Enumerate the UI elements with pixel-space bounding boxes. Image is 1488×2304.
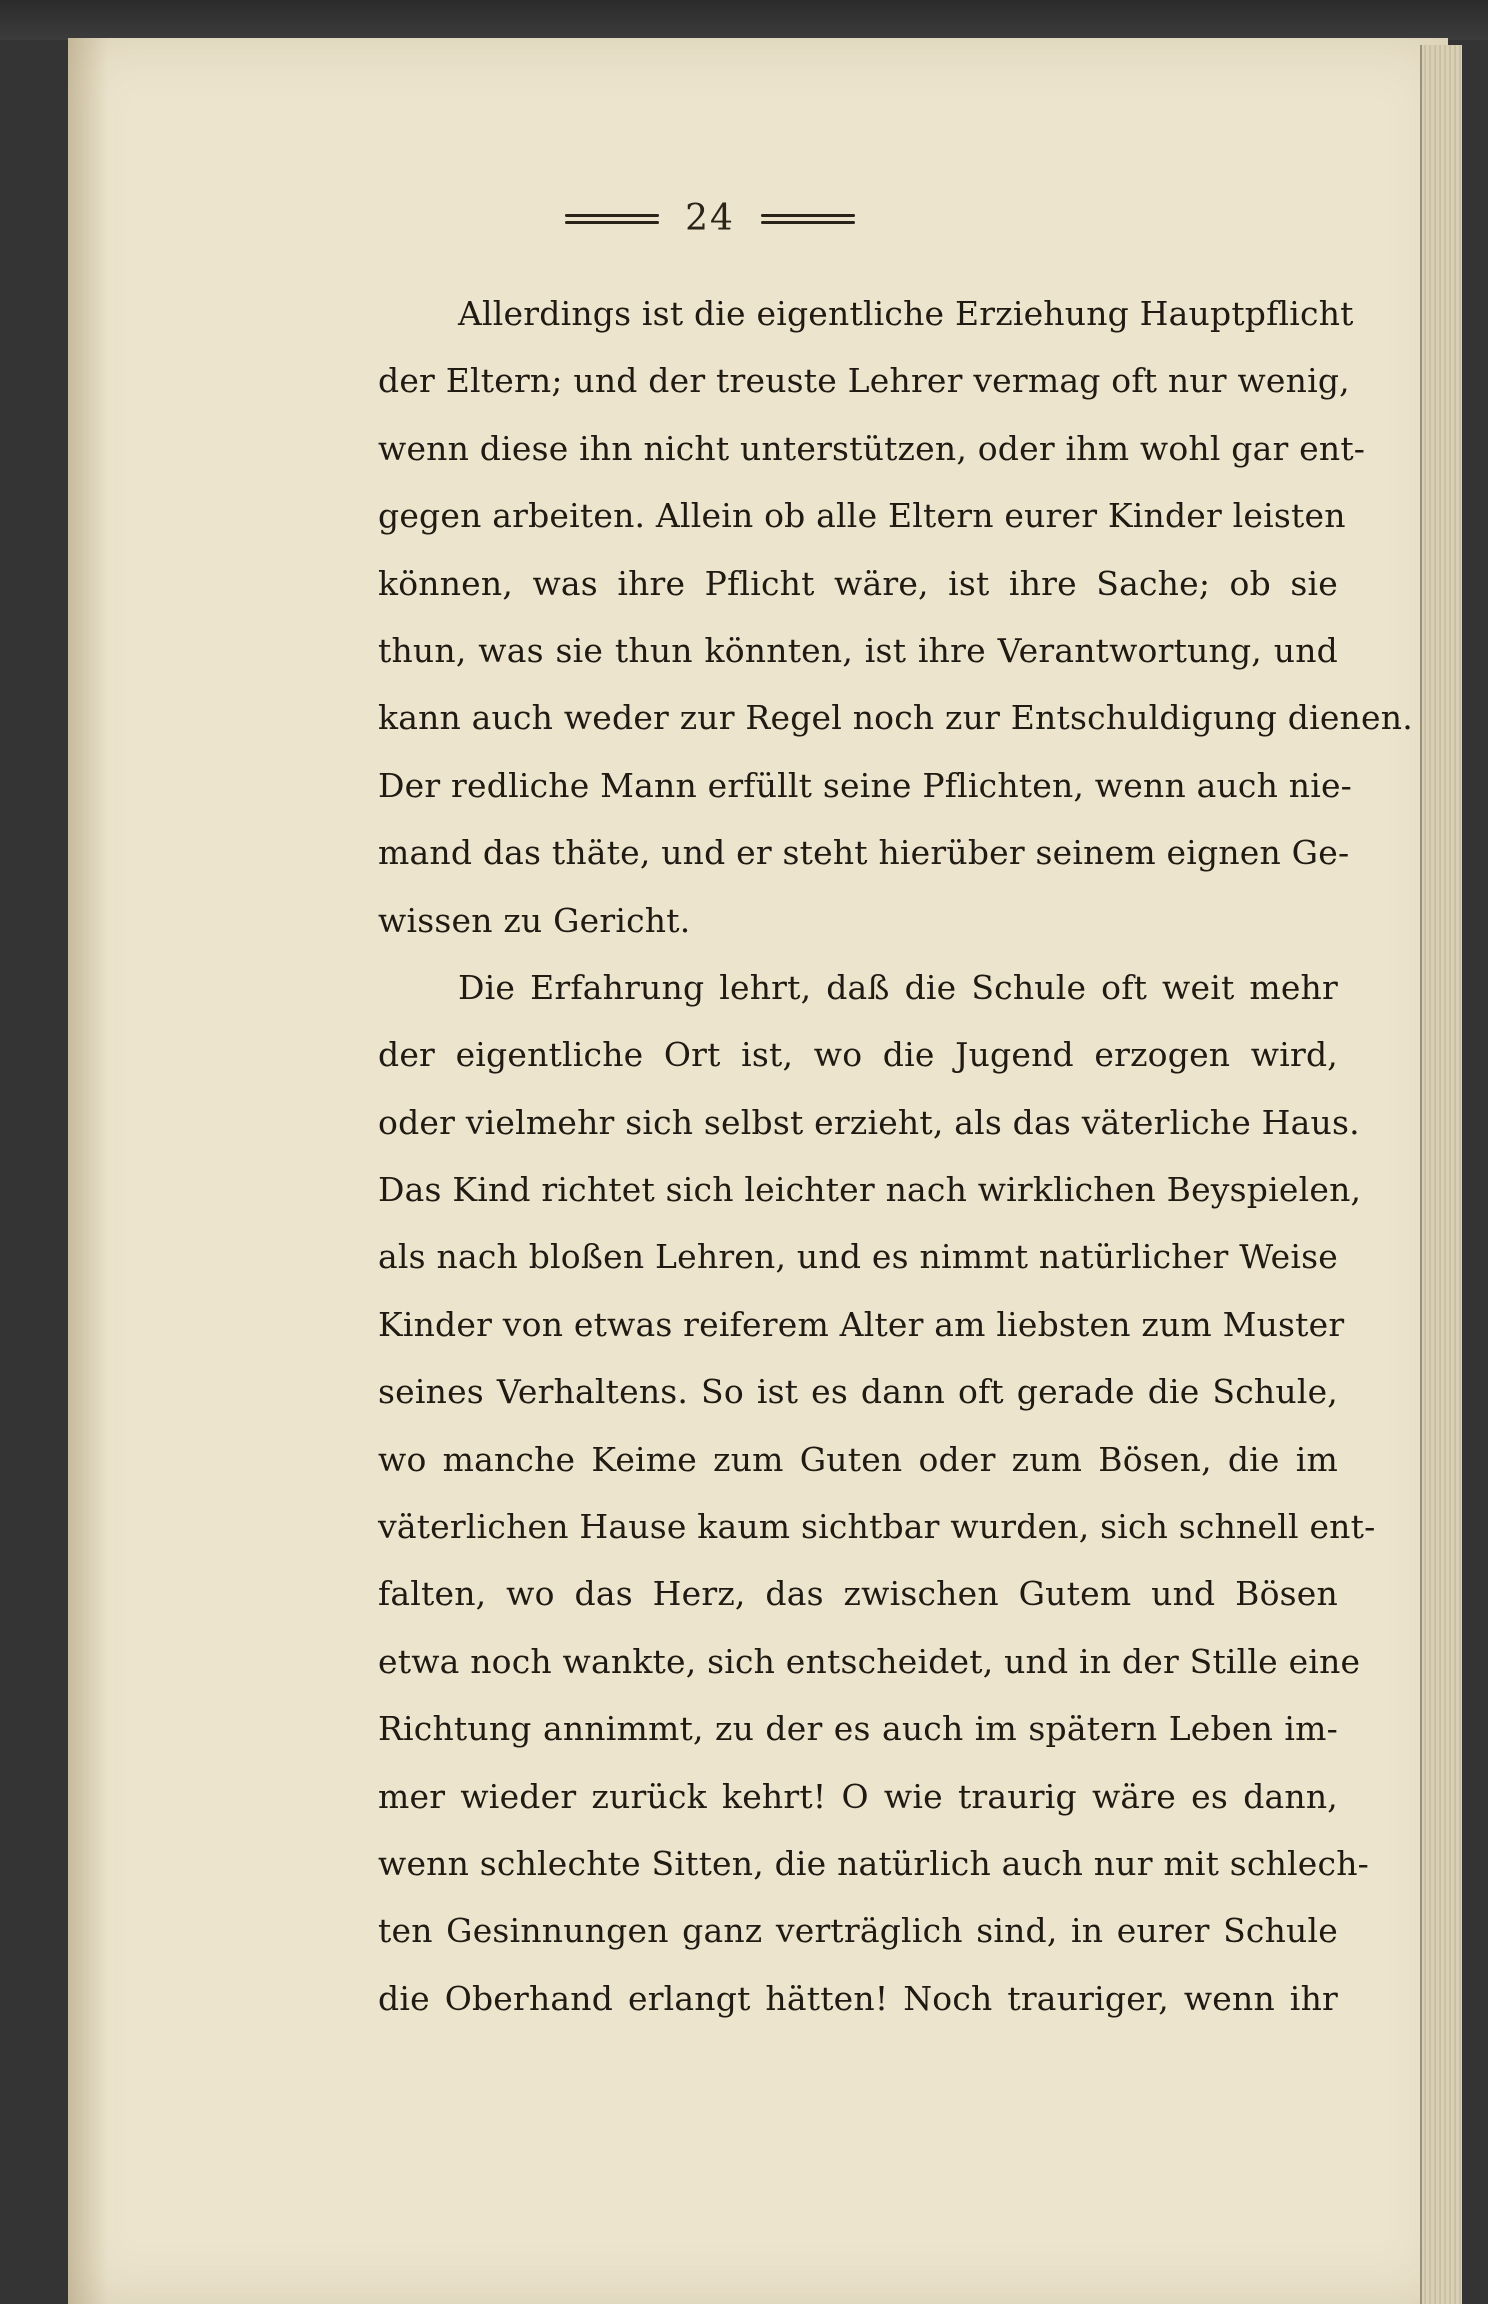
text-line: wissen zu Gericht. <box>378 900 691 940</box>
text-line: mand das thäte, und er steht hierüber seinem eignen Ge- <box>378 833 1350 873</box>
text-line: oder vielmehr sich selbst erzieht, als das väterliche Haus. <box>378 1102 1360 1142</box>
text-line: seines Verhaltens. So ist es dann oft gerade die Schule, <box>378 1372 1338 1412</box>
text-line: thun, was sie thun könnten, ist ihre Verantwortung, und <box>378 630 1338 670</box>
text-line: Richtung annimmt, zu der es auch im spätern Leben im- <box>378 1709 1338 1749</box>
text-line: können, was ihre Pflicht wäre, ist ihre Sache; ob sie <box>378 563 1338 603</box>
gutter-shadow <box>68 38 108 2304</box>
paragraph-1 <box>378 280 1413 954</box>
text-line: wenn schlechte Sitten, die natürlich auch nur mit schlech- <box>378 1843 1369 1883</box>
text-line: gegen arbeiten. Allein ob alle Eltern eurer Kinder leisten <box>378 496 1346 536</box>
page-edge-stack <box>1420 45 1462 2304</box>
text-line: falten, wo das Herz, das zwischen Gutem und Bösen <box>378 1574 1338 1614</box>
text-line: Die Erfahrung lehrt, daß die Schule oft weit mehr <box>458 967 1338 1007</box>
text-line: der eigentliche Ort ist, wo die Jugend erzogen wird, <box>378 1035 1338 1075</box>
text-line: als nach bloßen Lehren, und es nimmt natürlicher Weise <box>378 1237 1338 1277</box>
text-line: der Eltern; und der treuste Lehrer vermag oft nur wenig, <box>378 361 1350 401</box>
paragraph-2 <box>378 954 1376 2032</box>
text-line: kann auch weder zur Regel noch zur Entschuldigung dienen. <box>378 698 1413 738</box>
left-ornament-icon <box>557 211 667 227</box>
right-ornament-icon <box>753 211 863 227</box>
body-text <box>378 280 1413 2032</box>
text-line: mer wieder zurück kehrt! O wie traurig wäre es dann, <box>378 1776 1338 1816</box>
text-line: väterlichen Hause kaum sichtbar wurden, sich schnell ent- <box>378 1507 1376 1547</box>
text-line: Das Kind richtet sich leichter nach wirklichen Beyspielen, <box>378 1170 1362 1210</box>
page-header <box>0 198 1420 239</box>
text-line: Allerdings ist die eigentliche Erziehung Hauptpflicht <box>458 294 1354 333</box>
text-line: Der redliche Mann erfüllt seine Pflichten, wenn auch nie- <box>378 765 1353 805</box>
text-line: Kinder von etwas reiferem Alter am liebsten zum Muster <box>378 1304 1345 1344</box>
text-line: etwa noch wankte, sich entscheidet, und in der Stille eine <box>378 1641 1361 1681</box>
text-line: die Oberhand erlangt hätten! Noch trauriger, wenn ihr <box>378 1978 1338 2018</box>
text-line: wo manche Keime zum Guten oder zum Bösen, die im <box>378 1439 1338 1479</box>
page-number: 24 <box>685 198 735 239</box>
scan-background-edge <box>0 0 1488 40</box>
text-line: ten Gesinnungen ganz verträglich sind, in eurer Schule <box>378 1911 1338 1951</box>
text-line: wenn diese ihn nicht unterstützen, oder ihm wohl gar ent- <box>378 428 1366 468</box>
